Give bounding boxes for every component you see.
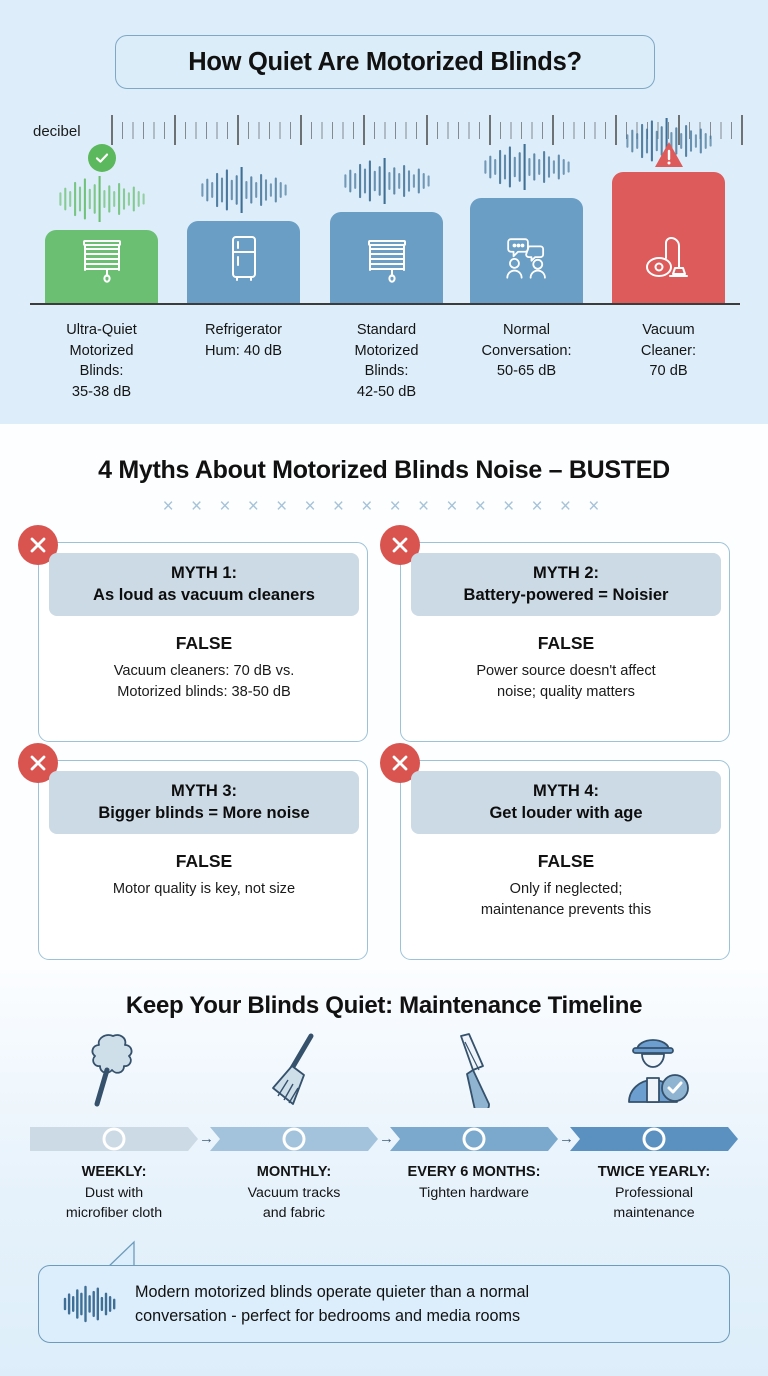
myth-card-3	[38, 760, 368, 960]
myth-explanation-line: Only if neglected;	[509, 881, 623, 897]
timeline-task-line: microfiber cloth	[65, 1204, 163, 1221]
bar-caption-line: Cleaner:	[640, 342, 697, 359]
timeline-caption-3	[384, 1162, 564, 1203]
bar-4	[470, 198, 583, 303]
bar-2	[187, 221, 300, 303]
broom-icon	[255, 1030, 333, 1113]
callout-line-2: conversation - perfect for bedrooms and media rooms	[135, 1307, 521, 1325]
screwdriver-icon	[435, 1030, 513, 1113]
bar-caption-line: 42-50 dB	[356, 384, 417, 401]
myth-header	[49, 553, 359, 616]
check-icon	[88, 144, 116, 172]
timeline-arrow-2: →	[379, 1130, 394, 1147]
bar-caption-1	[21, 320, 182, 403]
page-title: How Quiet Are Motorized Blinds?	[188, 47, 582, 76]
bar-caption-line: Conversation:	[481, 342, 572, 359]
bar-caption-line: Blinds:	[79, 363, 124, 380]
timeline-period: TWICE YEARLY:	[597, 1164, 711, 1180]
bar-captions	[0, 310, 768, 420]
vacuum-icon	[643, 232, 695, 289]
refrigerator-icon	[218, 232, 270, 289]
timeline-task-line: maintenance	[613, 1204, 695, 1221]
timeline-task-line: Dust with	[84, 1184, 144, 1201]
bar-caption-line: Hum: 40 dB	[204, 342, 283, 359]
myth-explanation-line: Power source doesn't affect	[476, 663, 656, 679]
myth-card-4	[400, 760, 730, 960]
decibel-chart-section	[0, 0, 768, 424]
waveform-icon-2	[200, 167, 288, 218]
myth-verdict: FALSE	[537, 851, 595, 871]
bar-caption-line: 35-38 dB	[71, 384, 132, 401]
myths-heading: 4 Myths About Motorized Blinds Noise – BUSTED	[98, 456, 670, 484]
bar-3	[330, 212, 443, 303]
bar-caption-2	[163, 320, 324, 361]
bar-caption-line: Blinds:	[364, 363, 409, 380]
conversation-icon	[501, 232, 553, 289]
bar-caption-line: 70 dB	[649, 363, 688, 380]
bar-caption-line: 50-65 dB	[496, 363, 557, 380]
myth-explanation-line: noise; quality matters	[497, 684, 635, 701]
axis-label: decibel	[33, 123, 81, 140]
blinds-icon	[76, 232, 128, 289]
myth-verdict: FALSE	[175, 851, 233, 871]
bar-caption-5	[588, 320, 749, 382]
callout-line-1: Modern motorized blinds operate quieter than a normal	[135, 1282, 530, 1301]
myth-header	[411, 553, 721, 616]
myth-number: MYTH 2:	[533, 564, 599, 582]
timeline-heading: Keep Your Blinds Quiet: Maintenance Timeline	[125, 992, 643, 1019]
bar-caption-line: Refrigerator	[204, 322, 283, 338]
myth-explanation	[51, 879, 357, 900]
timeline-task-line: Vacuum tracks	[247, 1184, 341, 1201]
timeline-caption-4	[564, 1162, 744, 1223]
timeline-arrow-1: →	[199, 1130, 214, 1147]
myth-explanation-line: Motor quality is key, not size	[112, 881, 296, 897]
bar-caption-line: Motorized	[69, 342, 134, 359]
callout-text	[135, 1280, 529, 1329]
myth-explanation-line: Vacuum cleaners: 70 dB vs.	[113, 663, 295, 679]
myth-verdict: FALSE	[175, 633, 233, 653]
myth-number: MYTH 4:	[533, 782, 599, 800]
bar-caption-line: Normal	[502, 322, 551, 338]
myth-claim: Get louder with age	[489, 804, 643, 822]
myth-verdict: FALSE	[537, 633, 595, 653]
bar-5	[612, 172, 725, 303]
timeline-caption-1	[24, 1162, 204, 1223]
feather-duster-icon	[75, 1030, 153, 1113]
sound-wave-icon	[61, 1284, 119, 1324]
myth-explanation	[413, 661, 719, 703]
myths-divider: × × × × × × × × × × × × × × × ×	[162, 496, 606, 517]
timeline-task-line: Professional	[614, 1184, 694, 1201]
bar-1	[45, 230, 158, 303]
page-title-box	[115, 35, 655, 89]
timeline-period: WEEKLY:	[81, 1164, 147, 1180]
blinds-icon	[361, 232, 413, 289]
myth-card-2	[400, 542, 730, 742]
myth-explanation-line: maintenance prevents this	[480, 902, 652, 919]
timeline-period: EVERY 6 MONTHS:	[407, 1164, 541, 1180]
chart-baseline	[30, 303, 740, 305]
bar-caption-4	[446, 320, 607, 382]
timeline-period: MONTHLY:	[256, 1164, 332, 1180]
myth-claim: Battery-powered = Noisier	[463, 586, 669, 604]
myth-claim: As loud as vacuum cleaners	[93, 586, 315, 604]
myth-explanation	[413, 879, 719, 921]
warning-icon	[653, 140, 685, 175]
timeline-task-line: and fabric	[262, 1204, 326, 1221]
myths-section	[0, 424, 768, 970]
myth-claim: Bigger blinds = More noise	[98, 804, 310, 822]
myth-explanation-line: Motorized blinds: 38-50 dB	[117, 684, 291, 701]
myth-explanation	[51, 661, 357, 703]
timeline-task-line: Tighten hardware	[419, 1184, 529, 1201]
waveform-icon-3	[343, 158, 431, 209]
waveform-icon-4	[483, 144, 571, 195]
bar-caption-line: Standard	[356, 322, 417, 338]
bar-caption-line: Motorized	[354, 342, 419, 359]
technician-icon	[615, 1030, 693, 1113]
timeline-arrow-3: →	[559, 1130, 574, 1147]
timeline-caption-2	[204, 1162, 384, 1223]
callout-box	[38, 1265, 730, 1343]
waveform-icon-1	[58, 176, 146, 227]
bars-plot	[0, 150, 768, 310]
myth-header	[49, 771, 359, 834]
myth-header	[411, 771, 721, 834]
myth-card-1	[38, 542, 368, 742]
bar-caption-line: Vacuum	[642, 322, 695, 338]
bar-caption-line: Ultra-Quiet	[66, 322, 137, 338]
myth-number: MYTH 1:	[171, 564, 237, 582]
myth-number: MYTH 3:	[171, 782, 237, 800]
bar-caption-3	[306, 320, 467, 403]
